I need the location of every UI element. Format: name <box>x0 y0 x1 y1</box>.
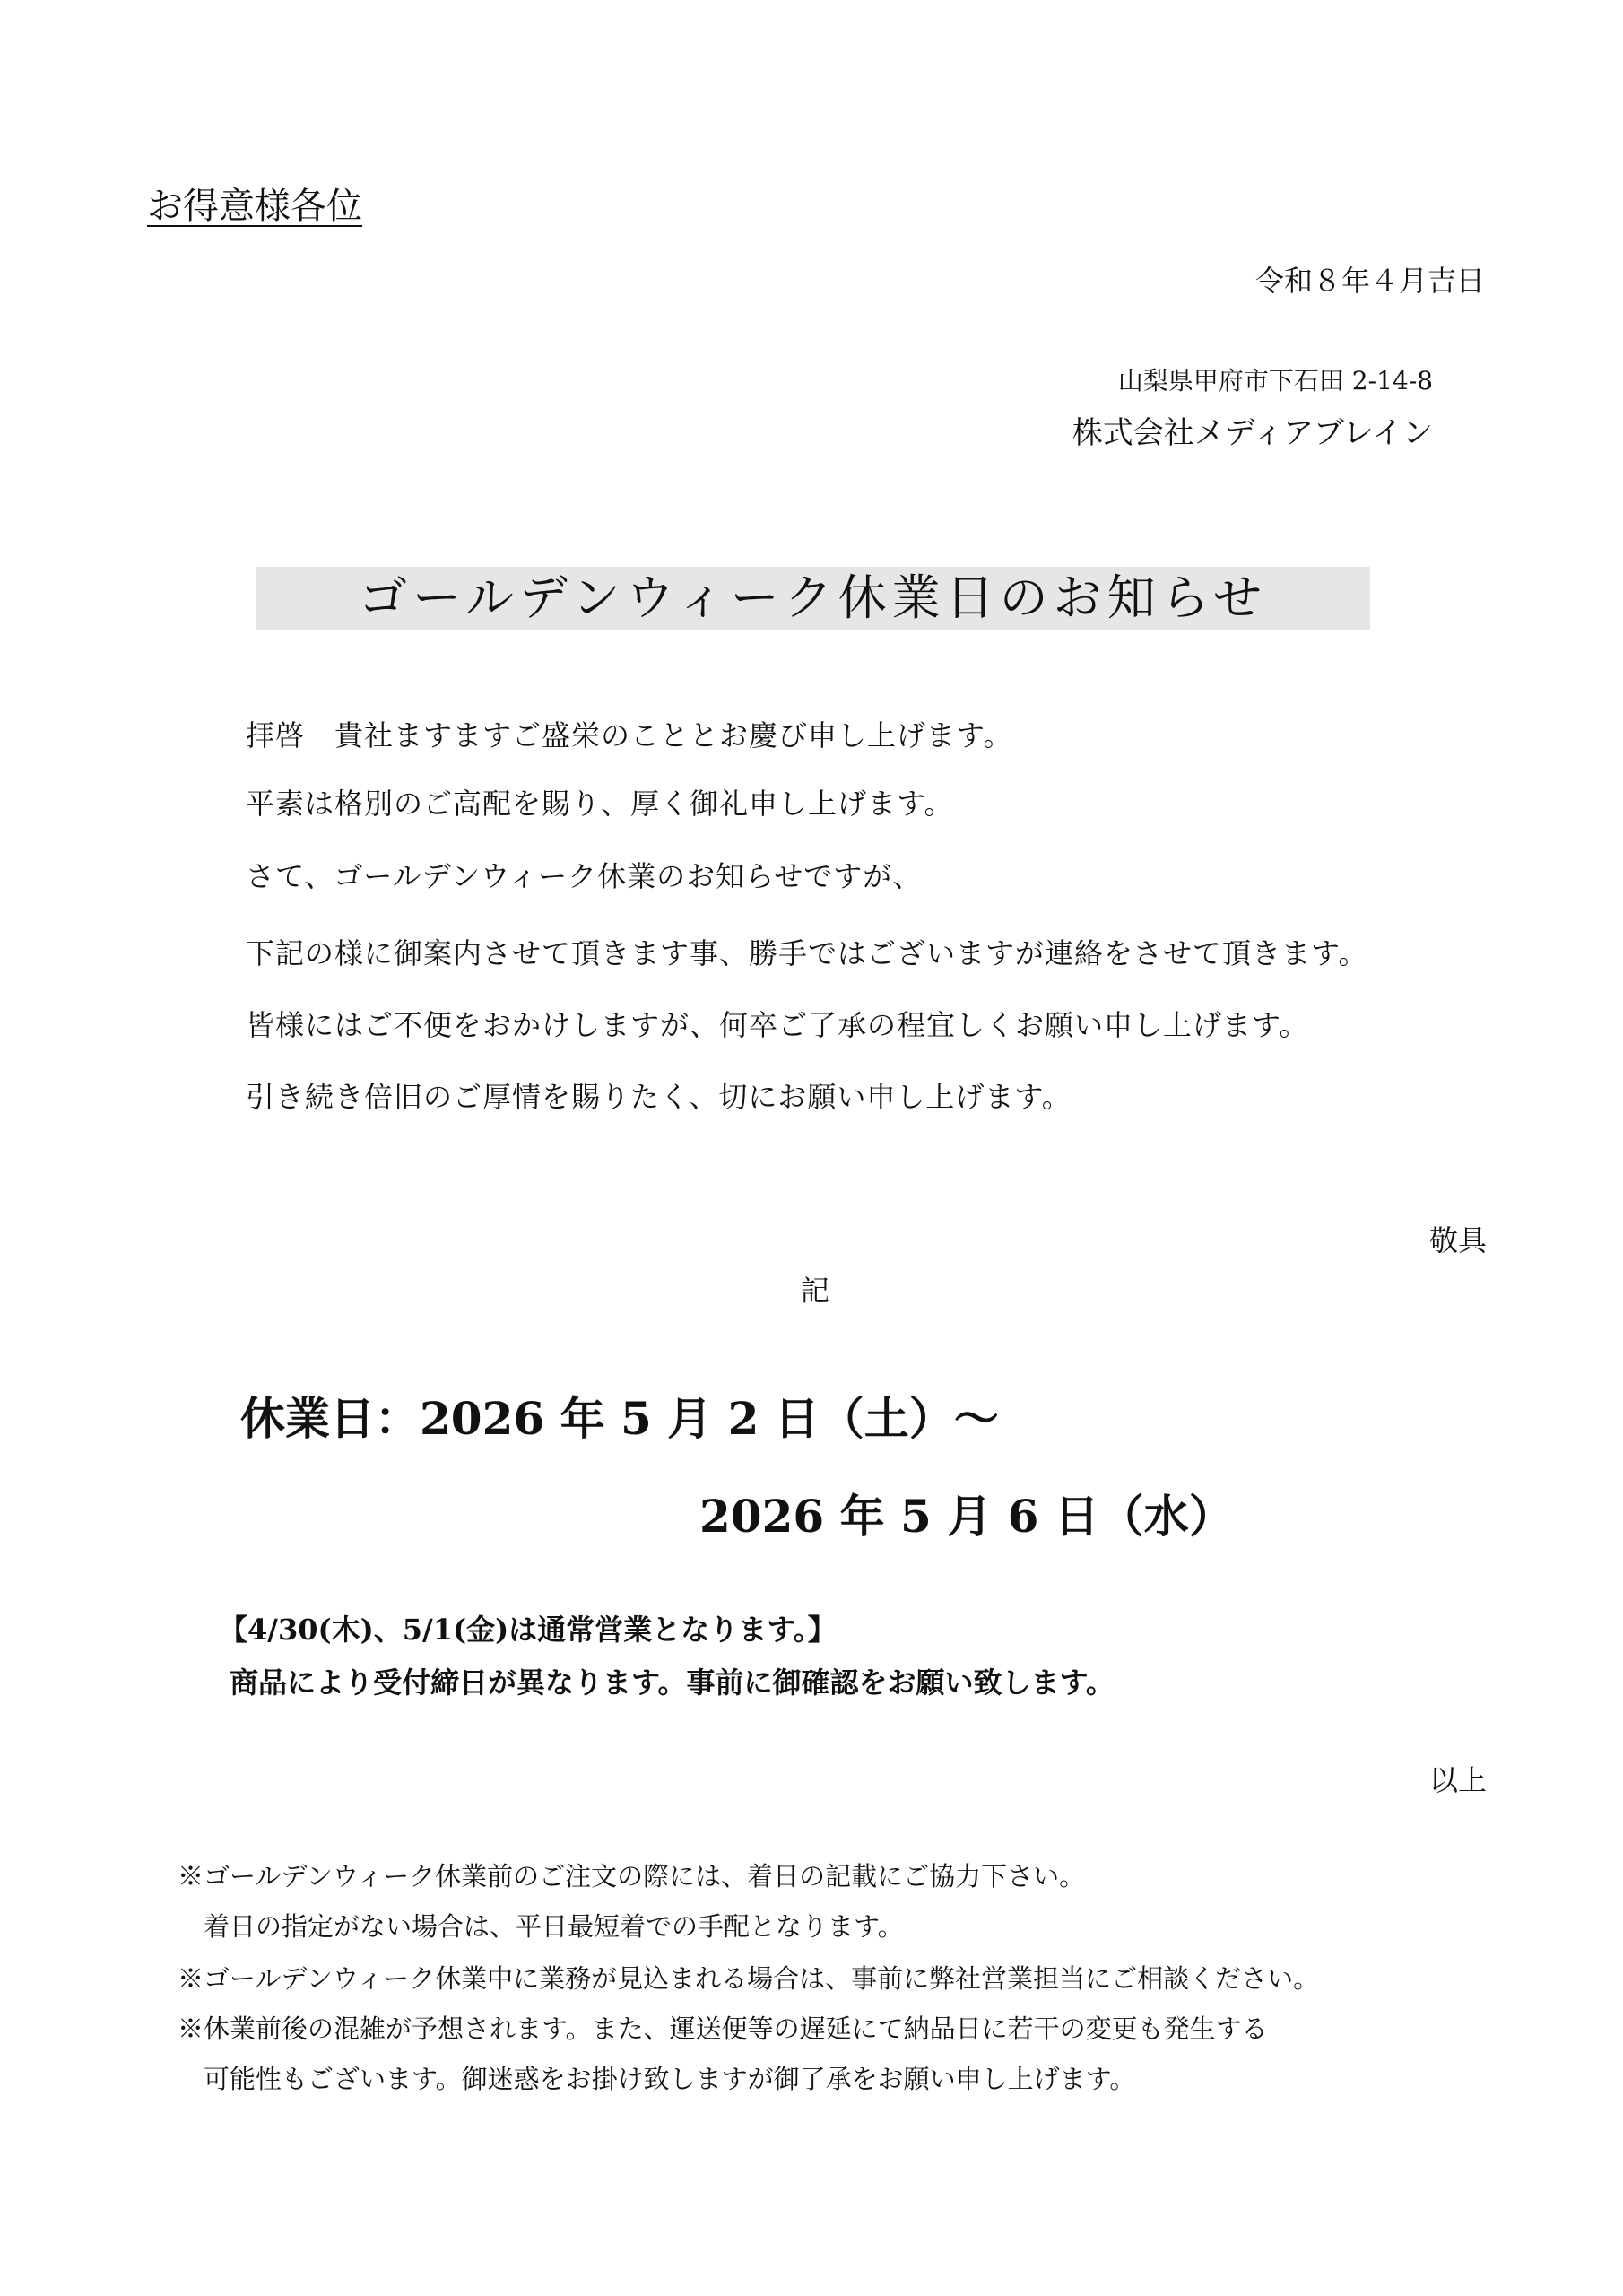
ki-mark: 記 <box>801 1274 830 1308</box>
end-mark: 以上 <box>1428 1763 1487 1797</box>
document-date: 令和８年４月吉日 <box>1254 264 1485 298</box>
business-note: 【4/30(木)、5/1(金)は通常営業となります。】 <box>219 1613 837 1647</box>
footnote-line: ※ゴールデンウィーク休業中に業務が見込まれる場合は、事前に弊社営業担当にご相談ください。 <box>178 1963 1320 1994</box>
footnote-line: ※ゴールデンウィーク休業前のご注文の際には、着日の記載にご協力下さい。 <box>178 1861 1086 1892</box>
footnote-line: ※休業前後の混雑が予想されます。また、運送便等の遅延にて納品日に若干の変更も発生する <box>178 2013 1268 2044</box>
recipient-heading: お得意様各位 <box>147 186 362 227</box>
body-line: 平素は格別のご高配を賜り、厚く御礼申し上げます。 <box>246 787 954 821</box>
body-line: 拝啓 貴社ますますご盛栄のこととお慶び申し上げます。 <box>246 718 1013 752</box>
body-line: 引き続き倍旧のご厚情を賜りたく、切にお願い申し上げます。 <box>246 1080 1072 1114</box>
body-line: 下記の様に御案内させて頂きます事、勝手ではございますが連絡をさせて頂きます。 <box>246 936 1368 970</box>
closing-keigu: 敬具 <box>1428 1223 1487 1257</box>
body-line: さて、ゴールデンウィーク休業のお知らせですが、 <box>246 859 923 893</box>
sender-address: 山梨県甲府市下石田 2-14-8 <box>1117 366 1433 396</box>
footnote-line: 可能性もございます。御迷惑をお掛け致しますが御了承をお願い申し上げます。 <box>178 2064 1136 2094</box>
footnote-line: 着日の指定がない場合は、平日最短着での手配となります。 <box>178 1911 904 1942</box>
holiday-start: 休業日：2026 年 5 月 2 日（土）～ <box>240 1392 999 1445</box>
deadline-note: 商品により受付締日が異なります。事前に御確認をお願い致します。 <box>230 1665 1115 1700</box>
body-line: 皆様にはご不便をおかけしますが、何卒ご了承の程宜しくお願い申し上げます。 <box>246 1008 1309 1042</box>
document-title: ゴールデンウィーク休業日のお知らせ <box>359 570 1267 626</box>
holiday-end: 2026 年 5 月 6 日（水） <box>699 1490 1234 1543</box>
sender-company: 株式会社メディアブレイン <box>1072 415 1433 451</box>
